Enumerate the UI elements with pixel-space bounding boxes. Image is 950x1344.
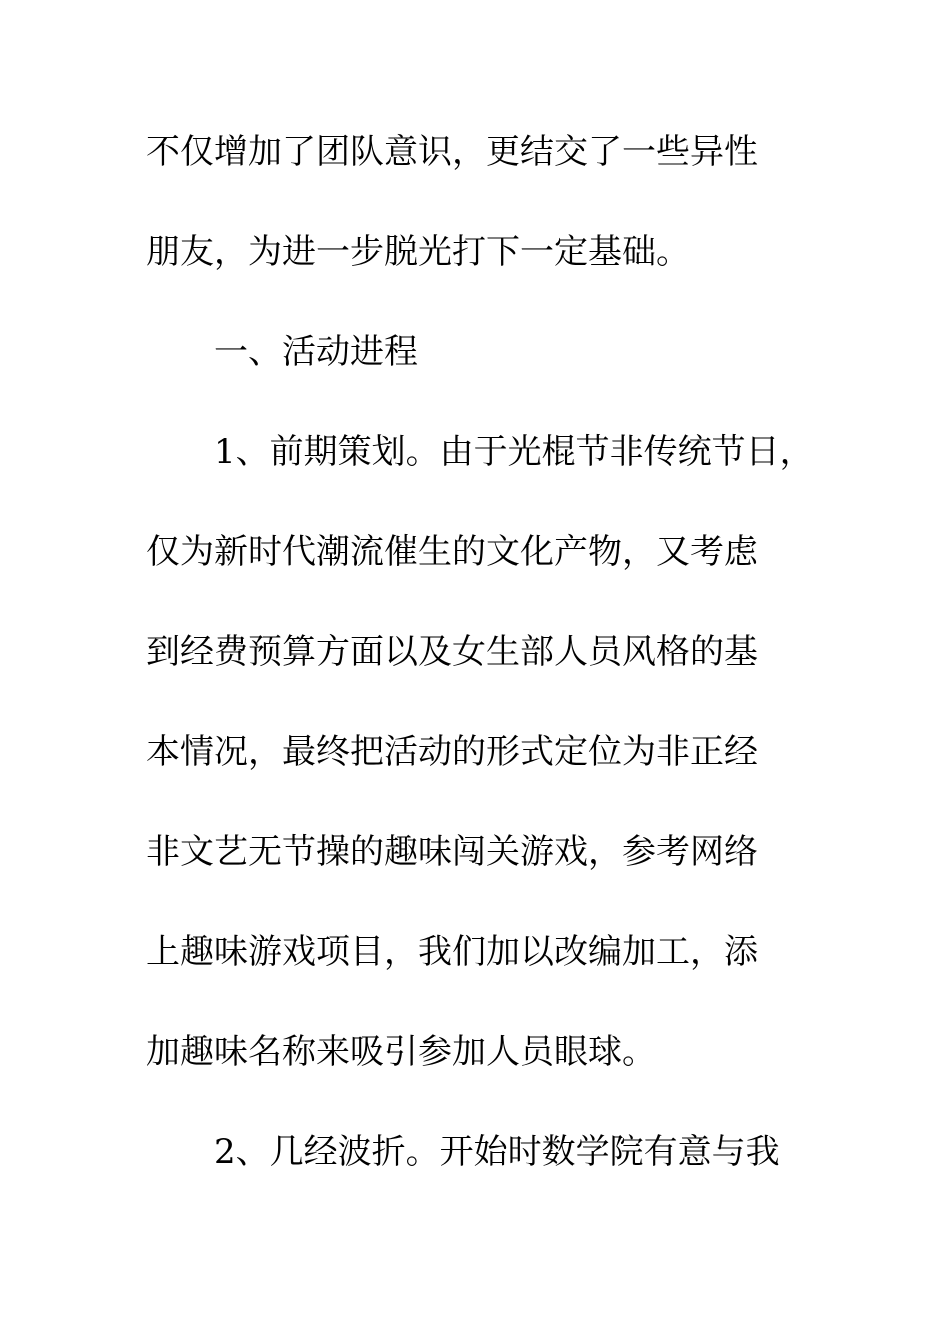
text-line: 非文艺无节操的趣味闯关游戏，参考网络 <box>146 832 758 872</box>
text-line: 上趣味游戏项目，我们加以改编加工，添 <box>146 932 758 972</box>
text-line: 朋友，为进一步脱光打下一定基础。 <box>146 232 690 272</box>
text-line: 加趣味名称来吸引参加人员眼球。 <box>146 1032 656 1072</box>
paragraph-start: 2、几经波折。开始时数学院有意与我 <box>214 1132 780 1172</box>
text-line: 到经费预算方面以及女生部人员风格的基 <box>146 632 758 672</box>
section-heading: 一、活动进程 <box>214 332 418 372</box>
text-line: 仅为新时代潮流催生的文化产物，又考虑 <box>146 532 758 572</box>
paragraph-start: 1、前期策划。由于光棍节非传统节日， <box>214 432 814 472</box>
text-line: 本情况，最终把活动的形式定位为非正经 <box>146 732 758 772</box>
text-line: 不仅增加了团队意识，更结交了一些异性 <box>146 132 758 172</box>
